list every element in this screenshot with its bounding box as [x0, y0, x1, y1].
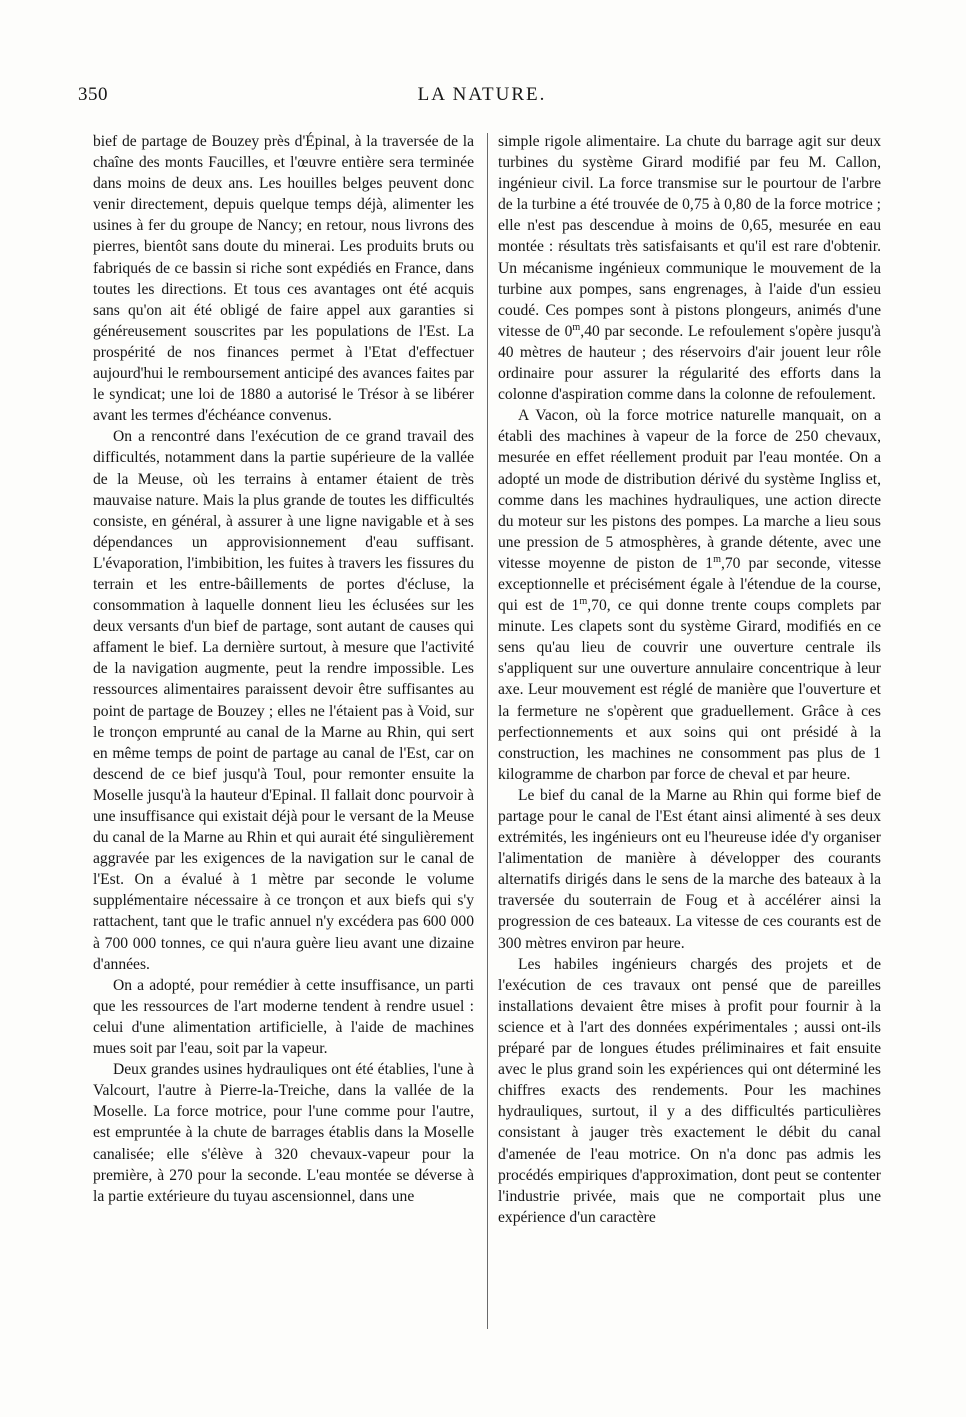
paragraph: On a rencontré dans l'exécution de ce grand travail des difficultés, notamment dans la partie supérieure de la vallée de la Meuse, où les terrains à entamer étaient de très mauvaise nature. Mais la plus grande de toutes les difficultés consiste, en général, à assurer à une ligne navigable et à ses dépendances un approvisionnement d'eau suffisant. L'évaporation, l'imbibition, les fuites à travers les fissures du terrain et les entre-bâillements de portes d'écluse, la consommation à laquelle donnent lieu les éclusées sur les deux versants d'un bief de partage, sont autant de causes qui affament le bief. La dernière surtout, à mesure que l'activité de la navigation augmente, peut la rendre impossible. Les ressources alimentaires paraissent devoir être suffisantes au point de partage de Bouzey ; elles ne l'étaient pas à Void, sur le tronçon emprunté au canal de la Marne au Rhin, qui sert en même temps de point de partage au canal de l'Est, car on descend de ce bief jusqu'à Toul, pour remonter ensuite la Moselle jusqu'à la hauteur d'Epinal. Il fallait donc pourvoir à une insuffisance qui existait déjà pour le versant de la Meuse du canal de la Marne au Rhin et qui aurait été singulièrement aggravée par les exigences de la navigation sur le canal de l'Est. On a évalué à 1 mètre par seconde le volume supplémentaire nécessaire à ce tronçon et aux biefs qui s'y rattachent, tant que le trafic annuel n'y excédera pas 600 000 à 700 000 tonnes, ce qui n'aura guère lieu avant une dizaine d'années. — [93, 428, 474, 973]
page-number: 350 — [78, 84, 108, 105]
left-column — [93, 131, 474, 1207]
right-column — [498, 131, 881, 1228]
paragraph: Deux grandes usines hydrauliques ont été établies, l'une à Valcourt, l'autre à Pierre-la-Treiche, dans la vallée de la Moselle. La force motrice, pour l'une comme pour l'autre, est empruntée à la chute de barrages établis dans la Moselle canalisée; elle s'élève à 320 chevaux-vapeur pour la première, à 270 pour la seconde. L'eau montée se déverse à la partie extérieure du tuyau ascensionnel, dans une — [93, 1061, 474, 1205]
paragraph: simple rigole alimentaire. La chute du barrage agit sur deux turbines du système Girard modifié par feu M. Callon, ingénieur civil. La force transmise sur le pourtour de l'arbre de la turbine a été trouvée de 0,75 à 0,80 de la force motrice ; elle n'est pas descendue à moins de 0,65, mesurée en eau montée : résultats très satisfaisants et qu'il est rare d'obtenir. Un mécanisme ingénieux communique le mouvement de la turbine aux pompes, sans engrenages, à l'aide d'un essieu coudé. Ces pompes sont à pistons plongeurs, animés d'une vitesse de 0$^m$,40 par seconde. Le refoulement s'opère jusqu'à 40 mètres de hauteur ; des réservoirs d'air jouent leur rôle ordinaire pour assurer la régularité des efforts dans la colonne d'aspiration comme dans la colonne de refoulement. — [498, 133, 881, 404]
paragraph: Les habiles ingénieurs chargés des projets et de l'exécution de ces travaux ont pensé que de pareilles installations devaient être mises à profit pour fournir à la science et à l'art des données expérimentales ; aussi ont-ils préparé par de longues études préliminaires et fait ensuite avec le plus grand soin les expériences qui ont déterminé les chiffres exacts des rendements. Pour les machines hydrauliques, surtout, il y a des difficultés particulières consistant à jauger très exactement le débit du canal d'amenée de l'eau motrice. On n'a donc pas admis les procédés empiriques d'approximation, dont peut se contenter l'industrie privée, mais que ne comportait plus une expérience d'un caractère — [498, 955, 881, 1226]
paragraph: On a adopté, pour remédier à cette insuffisance, un parti que les ressources de l'art moderne tendent à rendre usuel : celui d'une alimentation artificielle, à l'aide de machines mues soit par l'eau, soit par la vapeur. — [93, 976, 474, 1058]
column-divider — [487, 133, 488, 1329]
paragraph: Le bief du canal de la Marne au Rhin qui forme bief de partage pour le canal de l'Est étant ainsi alimenté à ses deux extrémités, les ingénieurs ont eu l'heureuse idée d'y organiser l'alimentation de manière à développer des courants alternatifs dirigés dans le sens de la marche des bateaux à la traversée du souterrain de Foug et à accélérer ainsi la progression de ces bateaux. La vitesse de ces courants est de 300 mètres environ par heure. — [498, 786, 881, 952]
running-title: LA NATURE. — [417, 84, 547, 105]
page-header — [78, 84, 886, 108]
paragraph: A Vacon, où la force motrice naturelle manquait, on a établi des machines à vapeur de la force de 250 chevaux, mesurée en effet réellement produit par l'eau montée. On a adopté un mode de distribution dérivé du système Ingliss et, comme dans les machines hydrauliques, une action directe du moteur sur les pistons des pompes. La marche a lieu sous une pression de 5 atmosphères, à grande détente, avec une vitesse moyenne de piston de 1$^m$,70 par seconde, vitesse exceptionnelle et précisément égale à l'étendue de la course, qui est de 1$^m$,70, ce qui donne trente coups complets par minute. Les clapets sont du système Girard, modifiés en ce sens qu'au lieu de couvrir une ouverture centrale ils s'appliquent sur une ouverture annulaire concentrique à leur axe. Leur mouvement est réglé de manière que l'ouverture et la fermeture ne s'opèrent que graduellement. Grâce à ces perfectionnements et aux soins qui ont présidé à la construction, les machines ne consomment pas plus de 1 kilogramme de charbon par force de cheval et par heure. — [498, 407, 881, 783]
paragraph: bief de partage de Bouzey près d'Épinal, à la traversée de la chaîne des monts Faucilles, et l'œuvre entière sera terminée dans moins de deux ans. Les houilles belges peuvent donc venir directement, depuis quelque temps déjà, alimenter les usines à fer du groupe de Nancy; en retour, nous livrons des pierres, bientôt sans doute du minerai. Les produits bruts ou fabriqués de ce bassin si riche sont expédiés en France, dans toutes les directions. Et tous ces avantages ont été acquis sans qu'on ait été obligé de faire appel aux garanties si généreusement souscrites par les populations de l'Est. La prospérité de nos finances permet à l'Etat d'effectuer aujourd'hui le remboursement anticipé des avances faites par le syndicat; une loi de 1880 a autorisé le Trésor à se libérer avant les termes d'échéance convenus. — [93, 133, 474, 425]
